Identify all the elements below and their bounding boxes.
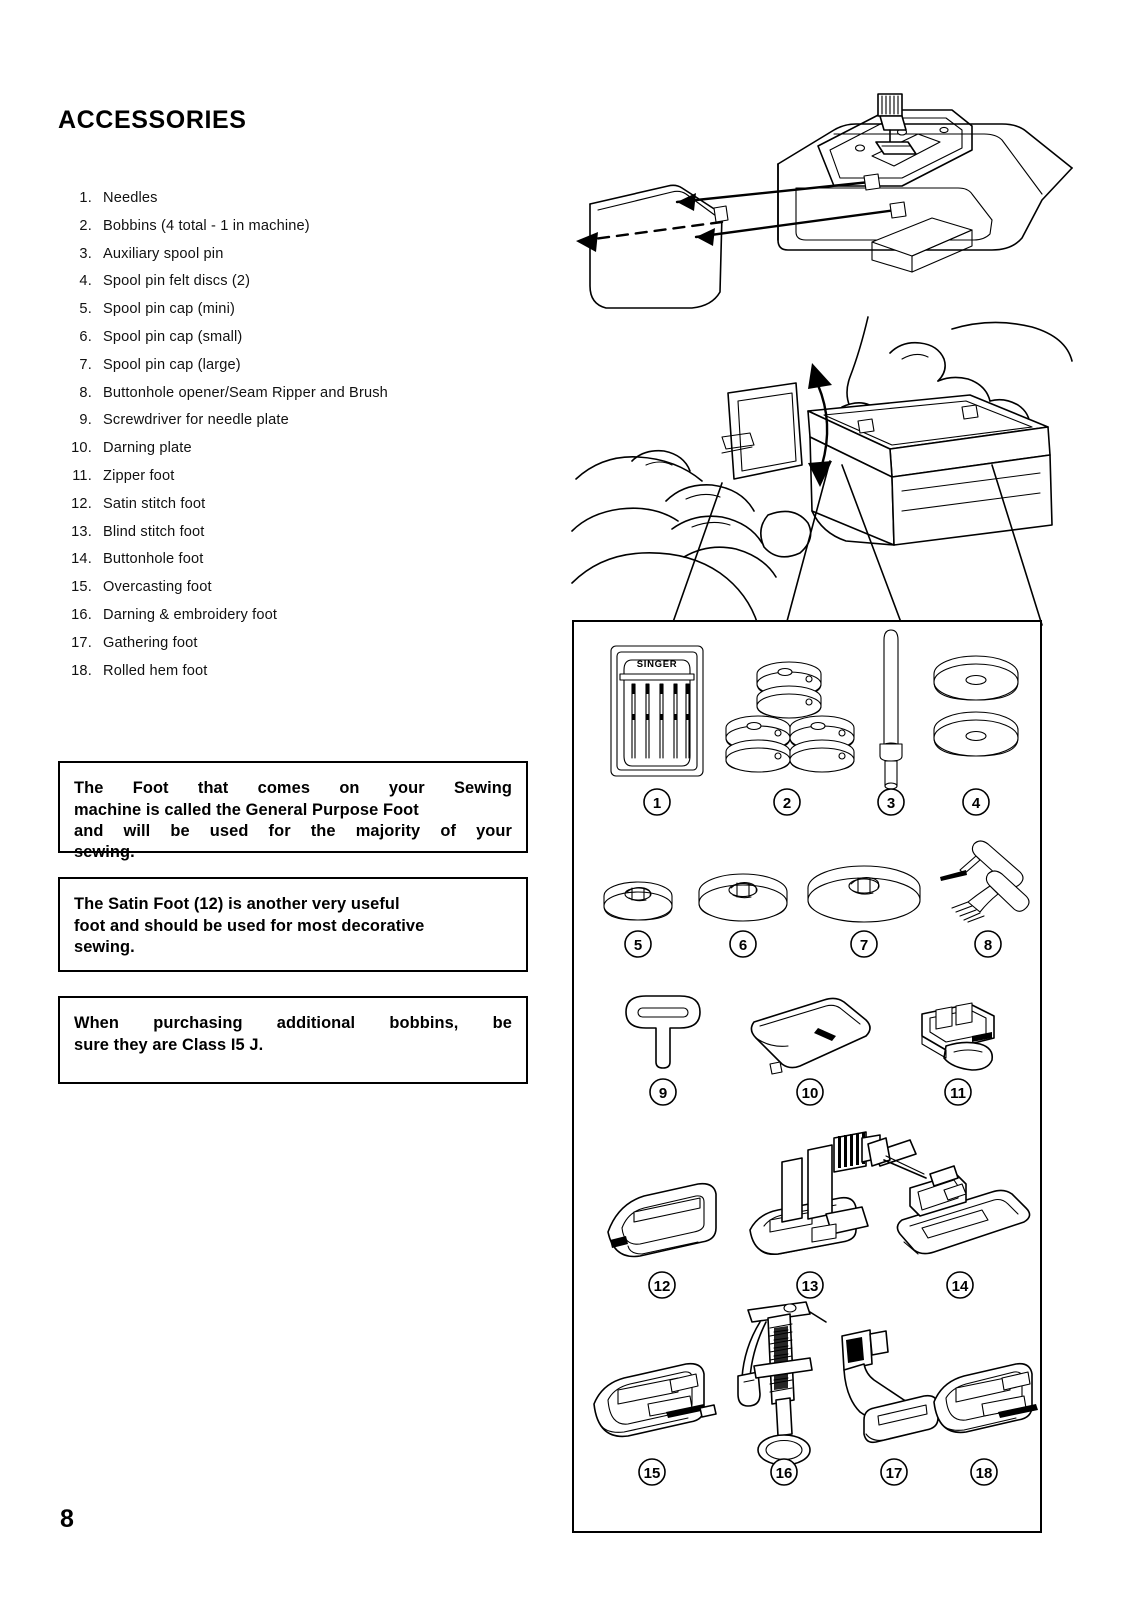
list-item-number: 8. — [79, 384, 92, 401]
list-item — [58, 663, 528, 691]
list-item-number: 5. — [79, 301, 92, 318]
list-item — [58, 329, 528, 357]
callout-bobbin-class — [58, 996, 528, 1084]
list-item — [58, 246, 528, 274]
singer-brand-text: SINGER — [636, 659, 678, 670]
spool-pin-cap-small-illustration — [699, 874, 787, 921]
part-number-label: 7 — [859, 937, 869, 954]
list-item-label: Overcasting foot — [103, 579, 212, 596]
zipper-foot-illustration — [922, 1003, 994, 1070]
left-content-column — [58, 108, 528, 1084]
list-item — [58, 273, 528, 301]
list-item-number: 12. — [71, 495, 92, 512]
darning-embroidery-foot-illustration — [738, 1302, 826, 1465]
list-item-number: 14. — [71, 551, 92, 568]
part-number-label: 5 — [633, 937, 643, 954]
callout-line: The Foot that comes on your Sewing — [74, 779, 512, 798]
buttonhole-opener-brush-illustration — [940, 841, 1029, 922]
list-item — [58, 579, 528, 607]
screwdriver-illustration — [626, 996, 700, 1068]
needles-pack-illustration — [611, 646, 703, 776]
list-item-number: 10. — [71, 440, 92, 457]
overcasting-foot-illustration — [594, 1364, 716, 1437]
callout-line: and will be used for the majority of your — [74, 822, 512, 840]
list-item — [58, 412, 528, 440]
list-item — [58, 440, 528, 468]
part-number-label: 1 — [652, 795, 662, 812]
part-number-label: 13 — [801, 1278, 819, 1295]
accessory-box-opening-diagram — [572, 315, 1072, 625]
list-item-label: Auxiliary spool pin — [103, 245, 224, 262]
callout-line: When purchasing additional bobbins, be — [74, 1014, 512, 1033]
page-number: 8 — [60, 1505, 74, 1533]
list-item-number: 15. — [71, 579, 92, 596]
list-item-label: Spool pin cap (small) — [103, 328, 243, 345]
satin-stitch-foot-illustration — [608, 1184, 716, 1257]
list-item-label: Screwdriver for needle plate — [103, 412, 289, 429]
list-item-number: 1. — [79, 190, 92, 206]
list-item-label: Spool pin cap (mini) — [103, 301, 235, 318]
list-item-number: 7. — [79, 356, 92, 373]
list-item-label: Darning plate — [103, 440, 192, 457]
spool-pin-cap-large-illustration — [808, 866, 920, 922]
list-item-number: 9. — [79, 412, 92, 429]
part-number-label: 4 — [971, 795, 981, 812]
list-item-label: Buttonhole foot — [103, 551, 204, 568]
list-item-number: 4. — [79, 273, 92, 290]
list-item — [58, 524, 528, 552]
list-item-label: Darning & embroidery foot — [103, 606, 278, 623]
part-number-label: 14 — [951, 1278, 969, 1295]
list-item — [58, 190, 528, 218]
list-item-number: 2. — [79, 217, 92, 234]
list-item-label: Satin stitch foot — [103, 495, 206, 512]
list-item — [58, 635, 528, 663]
buttonhole-foot-illustration — [868, 1138, 1030, 1254]
list-item-number: 13. — [71, 523, 92, 540]
callout-general-purpose-foot — [58, 761, 528, 862]
list-item-label: Rolled hem foot — [103, 662, 208, 679]
auxiliary-spool-pin-illustration — [880, 630, 902, 789]
part-number-label: 10 — [801, 1085, 819, 1102]
list-item-label: Blind stitch foot — [103, 523, 205, 540]
list-item-label: Gathering foot — [103, 634, 198, 651]
part-number-label: 11 — [950, 1085, 966, 1102]
list-item-label: Zipper foot — [103, 467, 175, 484]
callout-line: sewing. — [74, 843, 135, 862]
list-item-label: Bobbins (4 total - 1 in machine) — [103, 217, 310, 234]
part-number-label: 16 — [775, 1465, 793, 1482]
darning-plate-illustration — [751, 998, 870, 1074]
part-number-label: 12 — [653, 1278, 671, 1295]
list-item — [58, 607, 528, 635]
list-item — [58, 551, 528, 579]
gathering-foot-illustration — [842, 1330, 938, 1442]
list-item-number: 17. — [71, 634, 92, 651]
accessory-list — [58, 190, 528, 690]
part-number-label: 8 — [983, 937, 993, 954]
callout-line: foot and should be used for most decorative — [74, 916, 425, 935]
list-item-number: 11. — [72, 467, 92, 484]
page-title: ACCESSORIES — [58, 106, 247, 134]
list-item-number: 3. — [79, 245, 92, 262]
list-item-label: Needles — [103, 190, 158, 206]
list-item — [58, 468, 528, 496]
list-item — [58, 218, 528, 246]
list-item-label: Spool pin felt discs (2) — [103, 273, 251, 290]
list-item-number: 16. — [71, 606, 92, 623]
callout-line: sewing. — [74, 938, 135, 956]
callout-line: sure they are Class I5 J. — [74, 1035, 264, 1054]
list-item-number: 6. — [79, 328, 92, 345]
part-number-label: 18 — [975, 1465, 993, 1482]
list-item — [58, 357, 528, 385]
part-number-label: 9 — [658, 1085, 668, 1102]
bobbins-illustration — [726, 662, 854, 772]
accessory-parts-panel — [572, 620, 1042, 1533]
part-number-label: 3 — [886, 795, 896, 812]
spool-pin-felt-discs-illustration — [934, 656, 1018, 756]
callout-line: machine is called the General Purpose Foot — [74, 800, 419, 819]
blind-stitch-foot-illustration — [750, 1132, 880, 1255]
callout-line: The Satin Foot (12) is another very useful — [74, 895, 400, 914]
part-number-label: 6 — [738, 937, 748, 954]
list-item-number: 18. — [71, 662, 92, 679]
list-item-label: Spool pin cap (large) — [103, 356, 241, 373]
extension-table-removal-diagram — [572, 90, 1072, 320]
spool-pin-cap-mini-illustration — [604, 882, 672, 920]
rolled-hem-foot-illustration — [934, 1364, 1038, 1433]
list-item — [58, 385, 528, 413]
part-number-label: 2 — [782, 795, 792, 812]
list-item — [58, 301, 528, 329]
part-number-label: 15 — [643, 1465, 661, 1482]
list-item — [58, 496, 528, 524]
list-item-label: Buttonhole opener/Seam Ripper and Brush — [103, 384, 388, 401]
callout-satin-foot — [58, 877, 528, 972]
part-number-label: 17 — [885, 1465, 903, 1482]
